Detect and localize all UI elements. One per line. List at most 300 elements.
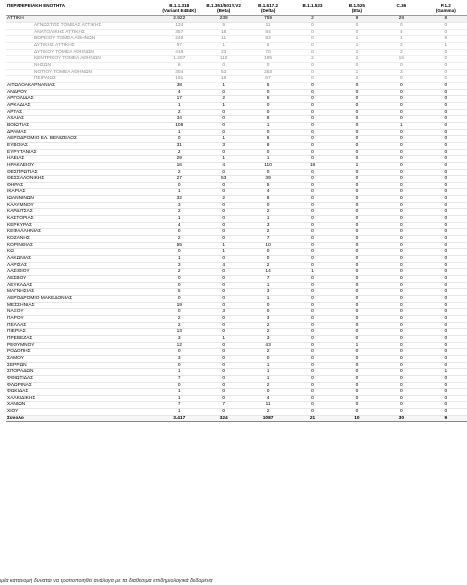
case-count-cell: 0 — [379, 216, 423, 223]
case-count-cell: 28 — [379, 16, 423, 23]
region-name-cell: ΠΙΕΡΙΑΣ — [6, 329, 157, 336]
case-count-cell: 3 — [157, 355, 201, 362]
case-count-cell: 0 — [335, 29, 379, 36]
case-count-cell: 9 — [335, 16, 379, 23]
case-count-cell: 0 — [157, 309, 201, 316]
case-count-cell: 23 — [201, 49, 245, 56]
case-count-cell: 13 — [157, 329, 201, 336]
case-count-cell: 8 — [246, 116, 290, 123]
region-name-cell: ΜΑΓΝΗΣΙΑΣ — [6, 289, 157, 296]
case-count-cell: 53 — [201, 176, 245, 183]
case-count-cell: 0 — [335, 189, 379, 196]
case-count-cell: 11 — [246, 23, 290, 30]
case-count-cell: 1 — [246, 216, 290, 223]
case-count-cell: 0 — [424, 89, 467, 96]
table-row — [6, 302, 467, 309]
case-count-cell: 0 — [424, 402, 467, 409]
column-header-variant: B.1.1.523 — [290, 3, 334, 16]
case-count-cell: 6 — [157, 63, 201, 70]
case-count-cell: 0 — [379, 176, 423, 183]
case-count-cell: 55 — [157, 242, 201, 249]
case-count-cell: 759 — [246, 16, 290, 23]
region-name-cell: ΔΡΑΜΑΣ — [6, 129, 157, 136]
table-row — [6, 382, 467, 389]
table-row — [6, 209, 467, 216]
case-count-cell: 2 — [290, 16, 334, 23]
region-name-cell: ΣΕΡΡΩΝ — [6, 362, 157, 369]
case-count-cell: 0 — [290, 43, 334, 50]
case-count-cell: 0 — [335, 269, 379, 276]
case-count-cell: 0 — [290, 262, 334, 269]
case-count-cell: 0 — [379, 23, 423, 30]
case-count-cell: 0 — [290, 116, 334, 123]
case-count-cell: 0 — [379, 256, 423, 263]
table-row — [6, 142, 467, 149]
case-count-cell: 0 — [379, 222, 423, 229]
case-count-cell: 0 — [201, 216, 245, 223]
case-count-cell: 0 — [424, 309, 467, 316]
case-count-cell: 0 — [246, 355, 290, 362]
region-name-cell: ΡΟΔΟΠΗΣ — [6, 349, 157, 356]
case-count-cell: 0 — [201, 282, 245, 289]
case-count-cell: 43 — [246, 342, 290, 349]
case-count-cell: 0 — [246, 256, 290, 263]
case-count-cell: 110 — [201, 56, 245, 63]
region-name-cell: ΚΕΦΑΛΛΗΝΙΑΣ — [6, 229, 157, 236]
case-count-cell: 4 — [201, 262, 245, 269]
region-name-cell: ΕΥΒΟΙΑΣ — [6, 142, 157, 149]
case-count-cell: 10 — [335, 415, 379, 422]
case-count-cell: 0 — [290, 362, 334, 369]
case-count-cell: 0 — [290, 69, 334, 76]
case-count-cell: 16 — [379, 56, 423, 63]
case-count-cell: 2 — [157, 209, 201, 216]
case-count-cell: 0 — [290, 63, 334, 70]
case-count-cell: 2 — [246, 382, 290, 389]
case-count-cell: 1 — [335, 162, 379, 169]
case-count-cell: 0 — [201, 289, 245, 296]
table-row — [6, 189, 467, 196]
case-count-cell: 0 — [290, 369, 334, 376]
case-count-cell: 0 — [424, 249, 467, 256]
case-count-cell: 2 — [157, 315, 201, 322]
case-count-cell: 2 — [335, 76, 379, 83]
case-count-cell: 4 — [246, 189, 290, 196]
case-count-cell: 0 — [335, 89, 379, 96]
case-count-cell: 0 — [201, 269, 245, 276]
case-count-cell: 304 — [157, 69, 201, 76]
case-count-cell: 0 — [379, 315, 423, 322]
case-count-cell: 0 — [201, 382, 245, 389]
case-count-cell: 0 — [379, 142, 423, 149]
case-count-cell: 0 — [201, 209, 245, 216]
case-count-cell: 0 — [424, 236, 467, 243]
case-count-cell: 0 — [246, 249, 290, 256]
case-count-cell: 0 — [290, 169, 334, 176]
case-count-cell: 30 — [379, 415, 423, 422]
case-count-cell: 418 — [157, 49, 201, 56]
case-count-cell: 0 — [290, 382, 334, 389]
region-name-cell: ΑΕΡΟΔΡΟΜΙΟ ΕΛ. ΒΕΝΙΖΕΛΟΣ — [6, 136, 157, 143]
region-name-cell: ΘΕΣΣΑΛΟΝΙΚΗΣ — [6, 176, 157, 183]
case-count-cell: 0 — [335, 156, 379, 163]
case-count-cell: 0 — [290, 49, 334, 56]
case-count-cell: 0 — [335, 82, 379, 89]
case-count-cell: 39 — [246, 176, 290, 183]
case-count-cell: 0 — [424, 276, 467, 283]
column-header-variant: B.1.1.318 (Variant E484K) — [157, 3, 201, 16]
case-count-cell: 0 — [246, 129, 290, 136]
case-count-cell: 0 — [201, 302, 245, 309]
region-name-cell: ΧΑΝΙΩΝ — [6, 402, 157, 409]
case-count-cell: 1 — [201, 136, 245, 143]
case-count-cell: 0 — [379, 409, 423, 416]
region-name-cell: ΠΕΙΡΑΙΩΣ — [6, 76, 157, 83]
case-count-cell: 2 — [379, 43, 423, 50]
case-count-cell: 0 — [335, 295, 379, 302]
case-count-cell: 0 — [201, 63, 245, 70]
case-count-cell: 0 — [335, 309, 379, 316]
table-row — [6, 369, 467, 376]
table-row — [6, 329, 467, 336]
case-count-cell: 0 — [424, 355, 467, 362]
case-count-cell: 357 — [157, 29, 201, 36]
case-count-cell: 0 — [335, 409, 379, 416]
case-count-cell: 0 — [290, 149, 334, 156]
case-count-cell: 0 — [379, 89, 423, 96]
case-count-cell: 0 — [290, 109, 334, 116]
case-count-cell: 53 — [201, 69, 245, 76]
case-count-cell: 0 — [246, 202, 290, 209]
case-count-cell: 0 — [290, 236, 334, 243]
case-count-cell: 0 — [290, 209, 334, 216]
case-count-cell: 0 — [379, 302, 423, 309]
case-count-cell: 1 — [157, 129, 201, 136]
case-count-cell: 0 — [424, 196, 467, 203]
region-name-cell: ΛΕΥΚΑΔΑΣ — [6, 282, 157, 289]
case-count-cell: 0 — [424, 295, 467, 302]
region-name-cell: ΛΑΡΙΣΑΣ — [6, 262, 157, 269]
case-count-cell: 0 — [290, 216, 334, 223]
case-count-cell: 0 — [379, 96, 423, 103]
case-count-cell: 0 — [379, 395, 423, 402]
table-row — [6, 16, 467, 23]
case-count-cell: 1 — [379, 36, 423, 43]
case-count-cell: 3 — [246, 289, 290, 296]
table-row — [6, 349, 467, 356]
case-count-cell: 0 — [335, 176, 379, 183]
table-row — [6, 176, 467, 183]
table-row — [6, 162, 467, 169]
case-count-cell: 0 — [290, 142, 334, 149]
case-count-cell: 0 — [379, 189, 423, 196]
case-count-cell: 0 — [290, 302, 334, 309]
case-count-cell: 0 — [335, 209, 379, 216]
region-name-cell: ΝΗΣΩΝ — [6, 63, 157, 70]
table-row — [6, 276, 467, 283]
case-count-cell: 0 — [424, 256, 467, 263]
case-count-cell: 0 — [424, 56, 467, 63]
case-count-cell: 0 — [379, 262, 423, 269]
case-count-cell: 0 — [246, 309, 290, 316]
subregion-row — [6, 43, 467, 50]
table-row — [6, 289, 467, 296]
case-count-cell: 0 — [290, 36, 334, 43]
case-count-cell: 57 — [157, 43, 201, 50]
case-count-cell: 3 — [246, 315, 290, 322]
case-count-cell: 0 — [201, 256, 245, 263]
case-count-cell: 0 — [201, 89, 245, 96]
region-name-cell: ΛΑΚΩΝΙΑΣ — [6, 256, 157, 263]
case-count-cell: 0 — [290, 89, 334, 96]
case-count-cell: 0 — [157, 382, 201, 389]
region-name-cell: ΒΟΙΩΤΙΑΣ — [6, 122, 157, 129]
footnote: ιμία κατανομή δύναται να τροποποιηθεί ανάλογα με τα διαθέσιμα επιδημιολογικά δεδομένα — [0, 578, 213, 584]
case-count-cell: 3 — [157, 202, 201, 209]
case-count-cell: 8 — [424, 36, 467, 43]
region-name-cell: ΑΕΡΟΔΡΟΜΙΟ ΜΑΚΕΔΟΝΙΑΣ — [6, 295, 157, 302]
case-count-cell: 1 — [290, 269, 334, 276]
region-name-cell: ΣΑΜΟΥ — [6, 355, 157, 362]
case-count-cell: 7 — [157, 375, 201, 382]
case-count-cell: 7 — [157, 402, 201, 409]
case-count-cell: 3 — [157, 335, 201, 342]
region-name-cell: ΑΡΓΟΛΙΔΑΣ — [6, 96, 157, 103]
case-count-cell: 0 — [246, 109, 290, 116]
case-count-cell: 0 — [424, 156, 467, 163]
case-count-cell: 0 — [335, 149, 379, 156]
case-count-cell: 83 — [246, 36, 290, 43]
region-name-cell: ΗΛΕΙΑΣ — [6, 156, 157, 163]
region-name-cell: ΜΕΣΣΗΝΙΑΣ — [6, 302, 157, 309]
case-count-cell: 0 — [335, 63, 379, 70]
case-count-cell: 2 — [379, 49, 423, 56]
case-count-cell: 0 — [335, 249, 379, 256]
case-count-cell: 2 — [246, 262, 290, 269]
case-count-cell: 0 — [335, 369, 379, 376]
case-count-cell: 1 — [335, 342, 379, 349]
case-count-cell: 11 — [201, 36, 245, 43]
region-name-cell: ΚΑΛΥΜΝΟΥ — [6, 202, 157, 209]
case-count-cell: 0 — [335, 315, 379, 322]
case-count-cell: 0 — [290, 249, 334, 256]
case-count-cell: 3 — [201, 309, 245, 316]
case-count-cell: 0 — [335, 202, 379, 209]
case-count-cell: 0 — [379, 362, 423, 369]
case-count-cell: 0 — [290, 309, 334, 316]
case-count-cell: 67 — [246, 76, 290, 83]
case-count-cell: 0 — [335, 222, 379, 229]
case-count-cell: 34 — [157, 116, 201, 123]
case-count-cell: 11 — [246, 402, 290, 409]
table-row — [6, 242, 467, 249]
table-row — [6, 202, 467, 209]
region-name-cell: ΠΕΛΛΑΣ — [6, 322, 157, 329]
case-count-cell: 0 — [201, 202, 245, 209]
region-name-cell: ΑΤΤΙΚΗ — [6, 16, 157, 23]
case-count-cell: 2 — [246, 329, 290, 336]
case-count-cell: 2 — [157, 269, 201, 276]
case-count-cell: 0 — [379, 295, 423, 302]
case-count-cell: 3 — [246, 335, 290, 342]
case-count-cell: 1 — [157, 102, 201, 109]
case-count-cell: 32 — [157, 196, 201, 203]
case-count-cell: 0 — [335, 96, 379, 103]
table-row — [6, 409, 467, 416]
case-count-cell: 0 — [424, 162, 467, 169]
case-count-cell: 0 — [379, 276, 423, 283]
case-count-cell: 0 — [379, 282, 423, 289]
case-count-cell: 253 — [246, 69, 290, 76]
region-name-cell: ΣΠΟΡΑΔΩΝ — [6, 369, 157, 376]
case-count-cell: 0 — [157, 276, 201, 283]
case-count-cell: 0 — [157, 282, 201, 289]
case-count-cell: 0 — [201, 222, 245, 229]
case-count-cell: 12 — [157, 342, 201, 349]
case-count-cell: 0 — [290, 315, 334, 322]
case-count-cell: 0 — [335, 116, 379, 123]
table-row — [6, 156, 467, 163]
case-count-cell: 0 — [201, 389, 245, 396]
case-count-cell: 0 — [379, 82, 423, 89]
case-count-cell: 1 — [157, 389, 201, 396]
case-count-cell: 0 — [379, 109, 423, 116]
case-count-cell: 0 — [290, 395, 334, 402]
region-name-cell: ΙΩΑΝΝΙΝΩΝ — [6, 196, 157, 203]
case-count-cell: 1 — [335, 43, 379, 50]
case-count-cell: 0 — [379, 76, 423, 83]
table-row — [6, 315, 467, 322]
case-count-cell: 3 — [246, 222, 290, 229]
case-count-cell: 0 — [424, 182, 467, 189]
case-count-cell: 0 — [157, 295, 201, 302]
case-count-cell: 16 — [201, 76, 245, 83]
case-count-cell: 21 — [290, 415, 334, 422]
case-count-cell: 0 — [290, 349, 334, 356]
case-count-cell: 0 — [335, 355, 379, 362]
case-count-cell: 1 — [157, 395, 201, 402]
case-count-cell: 0 — [424, 349, 467, 356]
case-count-cell: 0 — [379, 329, 423, 336]
case-count-cell: 1.207 — [157, 56, 201, 63]
case-count-cell: 0 — [379, 249, 423, 256]
region-name-cell: Σύνολο — [6, 415, 157, 422]
case-count-cell: 0 — [424, 342, 467, 349]
case-count-cell: 0 — [290, 342, 334, 349]
case-count-cell: 0 — [424, 322, 467, 329]
case-count-cell: 8 — [424, 16, 467, 23]
case-count-cell: 0 — [335, 142, 379, 149]
case-count-cell: 0 — [290, 355, 334, 362]
case-count-cell: 0 — [424, 96, 467, 103]
region-name-cell: ΠΡΕΒΕΖΑΣ — [6, 335, 157, 342]
case-count-cell: 134 — [157, 23, 201, 30]
case-count-cell: 0 — [335, 102, 379, 109]
subregion-row — [6, 69, 467, 76]
table-row — [6, 109, 467, 116]
case-count-cell: 7 — [246, 276, 290, 283]
case-count-cell: 0 — [335, 136, 379, 143]
case-count-cell: 0 — [424, 82, 467, 89]
case-count-cell: 0 — [379, 242, 423, 249]
table-row — [6, 102, 467, 109]
case-count-cell: 0 — [290, 222, 334, 229]
table-row — [6, 262, 467, 269]
case-count-cell: 0 — [424, 382, 467, 389]
case-count-cell: 7 — [201, 402, 245, 409]
case-count-cell: 0 — [424, 216, 467, 223]
case-count-cell: 4 — [157, 222, 201, 229]
case-count-cell: 1 — [201, 156, 245, 163]
table-row — [6, 196, 467, 203]
region-name-cell: ΑΙΤΩΛΟΑΚΑΡΝΑΝΙΑΣ — [6, 82, 157, 89]
case-count-cell: 4 — [201, 162, 245, 169]
case-count-cell: 0 — [335, 349, 379, 356]
case-count-cell: 1 — [201, 249, 245, 256]
case-count-cell: 1 — [157, 369, 201, 376]
case-count-cell: 248 — [157, 36, 201, 43]
case-count-cell: 0 — [379, 389, 423, 396]
case-count-cell: 31 — [157, 142, 201, 149]
region-name-cell: ΚΕΝΤΡΙΚΟΥ ΤΟΜΕΑ ΑΘΗΝΩΝ — [6, 56, 157, 63]
case-count-cell: 1 — [157, 409, 201, 416]
column-header-variant: B.1.617.2 (Delta) — [246, 3, 290, 16]
case-count-cell: 1 — [246, 156, 290, 163]
case-count-cell: 0 — [290, 122, 334, 129]
case-count-cell: 0 — [335, 122, 379, 129]
case-count-cell: 0 — [379, 156, 423, 163]
case-count-cell: 0 — [201, 189, 245, 196]
case-count-cell: 0 — [424, 229, 467, 236]
region-name-cell: ΚΑΡΔΙΤΣΑΣ — [6, 209, 157, 216]
case-count-cell: 5 — [246, 96, 290, 103]
case-count-cell: 0 — [335, 236, 379, 243]
case-count-cell: 0 — [424, 302, 467, 309]
case-count-cell: 0 — [290, 409, 334, 416]
case-count-cell: 0 — [424, 102, 467, 109]
region-name-cell: ΚΩ — [6, 249, 157, 256]
case-count-cell: 0 — [201, 355, 245, 362]
case-count-cell: 9 — [201, 23, 245, 30]
case-count-cell: 0 — [335, 289, 379, 296]
region-name-cell: ΡΕΘΥΜΝΟΥ — [6, 342, 157, 349]
case-count-cell: 0 — [335, 329, 379, 336]
case-count-cell: 0 — [424, 189, 467, 196]
case-count-cell: 0 — [379, 335, 423, 342]
case-count-cell: 110 — [246, 162, 290, 169]
case-count-cell: 0 — [379, 116, 423, 123]
case-count-cell: 0 — [335, 216, 379, 223]
table-row — [6, 389, 467, 396]
region-name-cell: ΑΓΝΩΣΤΟΣ ΤΟΜΕΑΣ ΑΤΤΙΚΗΣ — [6, 23, 157, 30]
case-count-cell: 70 — [246, 49, 290, 56]
region-name-cell: ΑΝΔΡΟΥ — [6, 89, 157, 96]
case-count-cell: 0 — [246, 89, 290, 96]
case-count-cell: 2 — [201, 196, 245, 203]
case-count-cell: 2 — [246, 322, 290, 329]
case-count-cell: 0 — [201, 122, 245, 129]
region-name-cell: ΚΟΡΙΝΘΙΑΣ — [6, 242, 157, 249]
case-count-cell: 0 — [246, 169, 290, 176]
case-count-cell: 0 — [335, 196, 379, 203]
case-count-cell: 0 — [290, 389, 334, 396]
case-count-cell: 0 — [424, 176, 467, 183]
region-name-cell: ΛΕΣΒΟΥ — [6, 276, 157, 283]
case-count-cell: 4 — [246, 395, 290, 402]
case-count-cell: 0 — [335, 382, 379, 389]
case-count-cell: 0 — [379, 236, 423, 243]
case-count-cell: 10 — [246, 242, 290, 249]
